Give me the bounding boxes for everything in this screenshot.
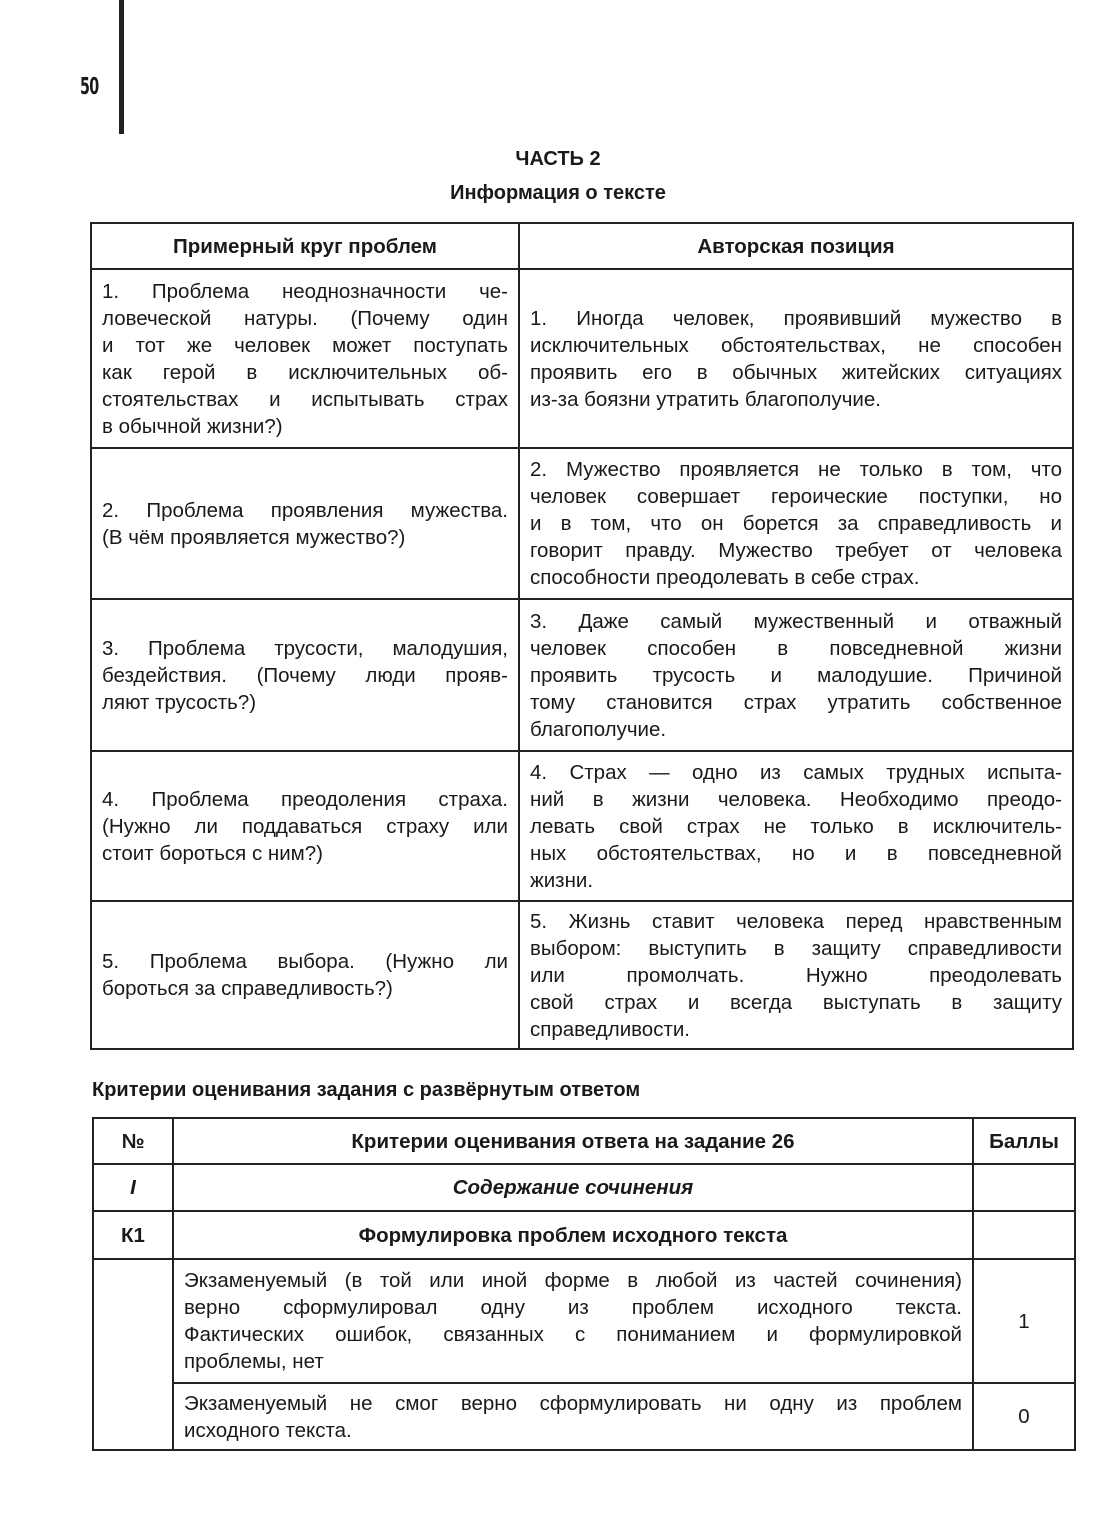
section-title: Содержание сочинения <box>173 1164 973 1211</box>
page-number: 50 <box>80 74 99 100</box>
text-line: (Нужно ли поддаваться страху или <box>102 814 508 838</box>
text-line: как герой в исключительных об- <box>102 360 508 384</box>
header-author-position: Авторская позиция <box>519 223 1073 269</box>
text-line: верно сформулировал одну из проблем исходного текста. <box>184 1296 962 1319</box>
text-line: 2. Мужество проявляется не только в том, что <box>530 458 1062 481</box>
problem-cell <box>91 751 519 901</box>
position-cell <box>519 269 1073 448</box>
text-line: ных обстоятельствах, но и в повседневной <box>530 841 1062 865</box>
text-line: из-за боязни утратить благополучие. <box>530 387 881 411</box>
text-line: проявить его в обычных житейских ситуациях <box>530 360 1062 384</box>
position-cell <box>519 901 1073 1049</box>
criteria-header <box>93 1118 1075 1164</box>
option-row <box>93 1383 1075 1450</box>
header-num: № <box>93 1118 173 1164</box>
text-line: Экзаменуемый не смог верно сформулировать ни одну из проблем <box>184 1391 962 1415</box>
text-line: 3. Проблема трусости, малодушия, <box>102 636 508 660</box>
text-line: проявить трусость и малодушие. Причиной <box>530 663 1062 687</box>
problem-cell <box>91 269 519 448</box>
info-table <box>90 222 1074 1050</box>
criteria-table <box>92 1117 1076 1451</box>
text-line: 4. Проблема преодоления страха. <box>102 787 508 811</box>
text-line: ляют трусость?) <box>102 690 257 714</box>
text-line: Экзаменуемый (в той или иной форме в любой из частей сочинения) <box>184 1269 962 1292</box>
text-line: стоятельствах и испытывать страх <box>102 387 508 411</box>
empty-cell <box>973 1211 1075 1259</box>
page-margin-bar <box>119 0 124 134</box>
text-line: благополучие. <box>530 717 667 741</box>
option-text <box>173 1383 973 1450</box>
info-table-header <box>91 223 1073 269</box>
problem-cell <box>91 448 519 599</box>
criterion-num: К1 <box>93 1211 173 1259</box>
text-line: тому становится страх утратить собственное <box>530 690 1062 714</box>
text-line: 5. Жизнь ставит человека перед нравственным <box>530 909 1062 933</box>
text-line: человек способен в повседневной жизни <box>530 636 1062 660</box>
section-row <box>93 1164 1075 1211</box>
text-line: и тот же человек может поступать <box>102 333 508 357</box>
criterion-row <box>93 1211 1075 1259</box>
text-line: 1. Иногда человек, проявивший мужество в <box>530 306 1062 330</box>
position-cell <box>519 448 1073 599</box>
table-row <box>91 599 1073 751</box>
text-line: 4. Страх — одно из самых трудных испыта- <box>530 760 1062 784</box>
text-line: исключительных обстоятельствах, не способен <box>530 333 1062 357</box>
text-line: жизни. <box>530 868 594 892</box>
table-row <box>91 448 1073 599</box>
section-num: I <box>93 1164 173 1211</box>
empty-cell <box>93 1259 173 1450</box>
text-line: выбором: выступить в защиту справедливости <box>530 936 1062 960</box>
text-line: проблемы, нет <box>184 1350 324 1373</box>
problem-cell <box>91 599 519 751</box>
option-row <box>93 1259 1075 1383</box>
table-row <box>91 269 1073 448</box>
header-points: Баллы <box>973 1118 1075 1164</box>
text-line: 1. Проблема неоднозначности че- <box>102 279 508 303</box>
criteria-title: Критерии оценивания задания с развёрнутым ответом <box>92 1079 641 1101</box>
text-line: бороться за справедливость?) <box>102 977 393 1000</box>
text-line: (В чём проявляется мужество?) <box>102 525 406 549</box>
text-line: бездействия. (Почему люди прояв- <box>102 663 508 687</box>
text-line: говорит правду. Мужество требует от человека <box>530 539 1062 562</box>
option-text <box>173 1259 973 1383</box>
text-line: 3. Даже самый мужественный и отважный <box>530 609 1062 633</box>
text-line: человек совершает героические поступки, но <box>530 485 1062 508</box>
option-points: 1 <box>973 1259 1075 1383</box>
text-line: левать свой страх не только в исключитель- <box>530 814 1062 838</box>
position-cell <box>519 599 1073 751</box>
section-title: Информация о тексте <box>450 182 666 204</box>
problem-cell <box>91 901 519 1049</box>
text-line: 5. Проблема выбора. (Нужно ли <box>102 950 508 973</box>
header-criteria: Критерии оценивания ответа на задание 26 <box>173 1118 973 1164</box>
text-line: 2. Проблема проявления мужества. <box>102 498 508 522</box>
text-line: стоит бороться с ним?) <box>102 841 323 865</box>
text-line: ловеческой натуры. (Почему один <box>102 306 508 330</box>
text-line: или промолчать. Нужно преодолевать <box>530 963 1062 987</box>
text-line: способности преодолевать в себе страх. <box>530 566 920 589</box>
header-problems: Примерный круг проблем <box>91 223 519 269</box>
empty-cell <box>973 1164 1075 1211</box>
part-title: ЧАСТЬ 2 <box>515 148 601 170</box>
text-line: справедливости. <box>530 1017 690 1041</box>
option-points: 0 <box>973 1383 1075 1450</box>
text-line: Фактических ошибок, связанных с пониманием и формулировкой <box>184 1323 962 1346</box>
table-row <box>91 901 1073 1049</box>
text-line: ний в жизни человека. Необходимо преодо- <box>530 787 1062 811</box>
text-line: и в том, что он борется за справедливость и <box>530 512 1062 535</box>
position-cell <box>519 751 1073 901</box>
text-line: исходного текста. <box>184 1418 352 1442</box>
criterion-title: Формулировка проблем исходного текста <box>173 1211 973 1259</box>
text-line: свой страх и всегда выступать в защиту <box>530 990 1062 1014</box>
table-row <box>91 751 1073 901</box>
text-line: в обычной жизни?) <box>102 414 283 438</box>
